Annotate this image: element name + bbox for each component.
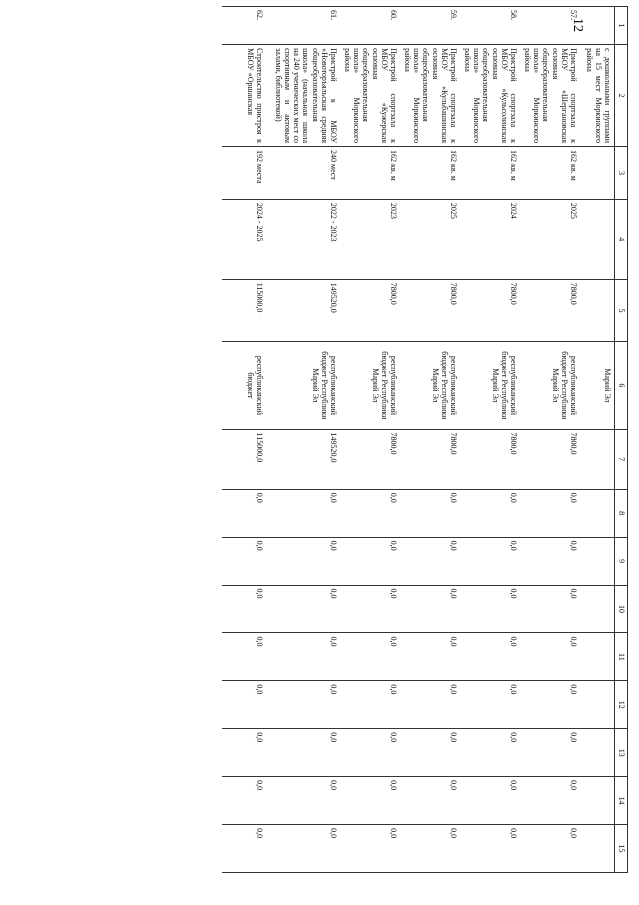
value-cell: 0,0 xyxy=(460,681,520,729)
funding-source: республиканский бюджет Республики Марий Эл xyxy=(266,342,340,429)
value-cell: 0,0 xyxy=(222,777,266,825)
value-cell: 0,0 xyxy=(520,729,580,777)
value-cell: 0,0 xyxy=(222,681,266,729)
funding-source: республиканский бюджет Республики Марий Эл xyxy=(520,342,580,429)
capacity: 162 кв. м xyxy=(520,147,580,200)
value-cell: 0,0 xyxy=(460,825,520,873)
value-cell: 0,0 xyxy=(340,537,400,585)
capacity: 192 места xyxy=(222,147,266,200)
total: 7800,0 xyxy=(520,279,580,342)
capacity xyxy=(580,147,615,200)
object-name: Пристрой к МБОУ «Новоторъяльская средняя общеобразовательная школа» (начальная школа на 240 ученических мест со спортивным и актовым залами, библиотекой) xyxy=(266,45,340,147)
object-name: Пристрой спортзала к МБОУ «Шергановская основная общеобразовательная школа» Моркинского района xyxy=(520,45,580,147)
value-cell: 7800,0 xyxy=(460,429,520,489)
column-header: 4 xyxy=(615,199,628,279)
value-cell xyxy=(580,777,615,825)
value-cell: 0,0 xyxy=(222,825,266,873)
table-row xyxy=(520,7,580,873)
column-header: 6 xyxy=(615,342,628,429)
value-cell xyxy=(580,825,615,873)
rotated-table-container xyxy=(110,6,628,873)
column-header: 13 xyxy=(615,729,628,777)
value-cell: 0,0 xyxy=(266,777,340,825)
value-cell: 0,0 xyxy=(400,633,460,681)
value-cell: 0,0 xyxy=(460,489,520,537)
value-cell xyxy=(580,429,615,489)
value-cell: 115000,0 xyxy=(222,429,266,489)
column-header: 8 xyxy=(615,489,628,537)
value-cell: 0,0 xyxy=(400,729,460,777)
value-cell xyxy=(580,489,615,537)
value-cell: 0,0 xyxy=(222,729,266,777)
value-cell xyxy=(580,537,615,585)
row-number: 60. xyxy=(340,7,400,45)
value-cell xyxy=(580,633,615,681)
table-row xyxy=(580,7,615,873)
funding-source: республиканский бюджет xyxy=(222,342,266,429)
value-cell xyxy=(580,585,615,633)
value-cell: 0,0 xyxy=(340,681,400,729)
value-cell: 0,0 xyxy=(520,489,580,537)
value-cell: 0,0 xyxy=(460,777,520,825)
value-cell: 0,0 xyxy=(400,825,460,873)
value-cell: 0,0 xyxy=(520,777,580,825)
value-cell: 0,0 xyxy=(266,729,340,777)
column-header: 7 xyxy=(615,429,628,489)
column-header: 11 xyxy=(615,633,628,681)
row-number: 59. xyxy=(400,7,460,45)
column-header: 10 xyxy=(615,585,628,633)
value-cell: 0,0 xyxy=(222,633,266,681)
capacity: 240 мест xyxy=(266,147,340,200)
total: 115000,0 xyxy=(222,279,266,342)
column-header: 12 xyxy=(615,681,628,729)
column-header: 9 xyxy=(615,537,628,585)
total: 149520,0 xyxy=(266,279,340,342)
value-cell: 0,0 xyxy=(460,729,520,777)
capacity: 162 кв. м xyxy=(340,147,400,200)
column-number-header-row xyxy=(615,7,628,873)
table-row xyxy=(222,7,266,873)
table-row xyxy=(266,7,340,873)
years: 2025 xyxy=(400,199,460,279)
years: 2025 xyxy=(520,199,580,279)
value-cell: 0,0 xyxy=(520,633,580,681)
column-header: 2 xyxy=(615,45,628,147)
row-number: 57. xyxy=(520,7,580,45)
value-cell: 0,0 xyxy=(400,681,460,729)
column-header: 15 xyxy=(615,825,628,873)
years: 2024 xyxy=(460,199,520,279)
value-cell: 0,0 xyxy=(340,489,400,537)
value-cell: 0,0 xyxy=(460,633,520,681)
funding-source: Марий Эл xyxy=(580,342,615,429)
years: 2024 - 2025 xyxy=(222,199,266,279)
column-header: 3 xyxy=(615,147,628,200)
total xyxy=(580,279,615,342)
object-name: Строительство пристроя к МБОУ «Оршанская xyxy=(222,45,266,147)
value-cell: 0,0 xyxy=(340,585,400,633)
value-cell: 0,0 xyxy=(266,681,340,729)
table-row xyxy=(460,7,520,873)
object-name: Пристрой спортзала к МБОУ «Кужерская основная общеобразовательная школа» Моркинского района xyxy=(340,45,400,147)
object-name: с дошкольными группами на 15 мест Моркинского района xyxy=(580,45,615,147)
value-cell: 7800,0 xyxy=(520,429,580,489)
funding-source: республиканский бюджет Республики Марий Эл xyxy=(400,342,460,429)
value-cell: 0,0 xyxy=(400,777,460,825)
investment-table xyxy=(222,6,628,873)
value-cell: 0,0 xyxy=(266,633,340,681)
page-number: 12 xyxy=(570,18,585,32)
value-cell: 149520,0 xyxy=(266,429,340,489)
value-cell: 0,0 xyxy=(266,537,340,585)
years xyxy=(580,199,615,279)
value-cell: 0,0 xyxy=(222,537,266,585)
value-cell: 0,0 xyxy=(520,681,580,729)
capacity: 162 кв. м xyxy=(400,147,460,200)
value-cell: 0,0 xyxy=(266,489,340,537)
value-cell: 0,0 xyxy=(340,777,400,825)
column-header: 5 xyxy=(615,279,628,342)
capacity: 162 кв. м xyxy=(460,147,520,200)
table-row xyxy=(400,7,460,873)
total: 7800,0 xyxy=(400,279,460,342)
value-cell: 0,0 xyxy=(460,585,520,633)
row-number: 62. xyxy=(222,7,266,45)
value-cell: 0,0 xyxy=(460,537,520,585)
object-name: Пристрой спортзала к МБОУ «Кульсолинская основная общеобразовательная школа» Моркинского района xyxy=(460,45,520,147)
value-cell: 0,0 xyxy=(400,585,460,633)
value-cell: 0,0 xyxy=(340,825,400,873)
value-cell: 0,0 xyxy=(520,537,580,585)
value-cell: 0,0 xyxy=(222,489,266,537)
value-cell xyxy=(580,729,615,777)
row-number: 58. xyxy=(460,7,520,45)
value-cell: 0,0 xyxy=(340,729,400,777)
value-cell: 0,0 xyxy=(340,633,400,681)
column-header: 1 xyxy=(615,7,628,45)
value-cell: 0,0 xyxy=(266,825,340,873)
value-cell: 0,0 xyxy=(520,825,580,873)
value-cell: 7800,0 xyxy=(340,429,400,489)
years: 2022 - 2023 xyxy=(266,199,340,279)
table-row xyxy=(340,7,400,873)
column-header: 14 xyxy=(615,777,628,825)
row-number: 61. xyxy=(266,7,340,45)
object-name: Пристрой спортзала к МБОУ «Кульбашинская основная общеобразовательная школа» Моркинского района xyxy=(400,45,460,147)
value-cell: 0,0 xyxy=(222,585,266,633)
value-cell: 7800,0 xyxy=(400,429,460,489)
funding-source: республиканский бюджет Республики Марий Эл xyxy=(460,342,520,429)
total: 7800,0 xyxy=(460,279,520,342)
value-cell: 0,0 xyxy=(400,537,460,585)
total: 7800,0 xyxy=(340,279,400,342)
value-cell: 0,0 xyxy=(400,489,460,537)
value-cell: 0,0 xyxy=(520,585,580,633)
value-cell xyxy=(580,681,615,729)
row-number xyxy=(580,7,615,45)
years: 2023 xyxy=(340,199,400,279)
value-cell: 0,0 xyxy=(266,585,340,633)
funding-source: республиканский бюджет Республики Марий Эл xyxy=(340,342,400,429)
